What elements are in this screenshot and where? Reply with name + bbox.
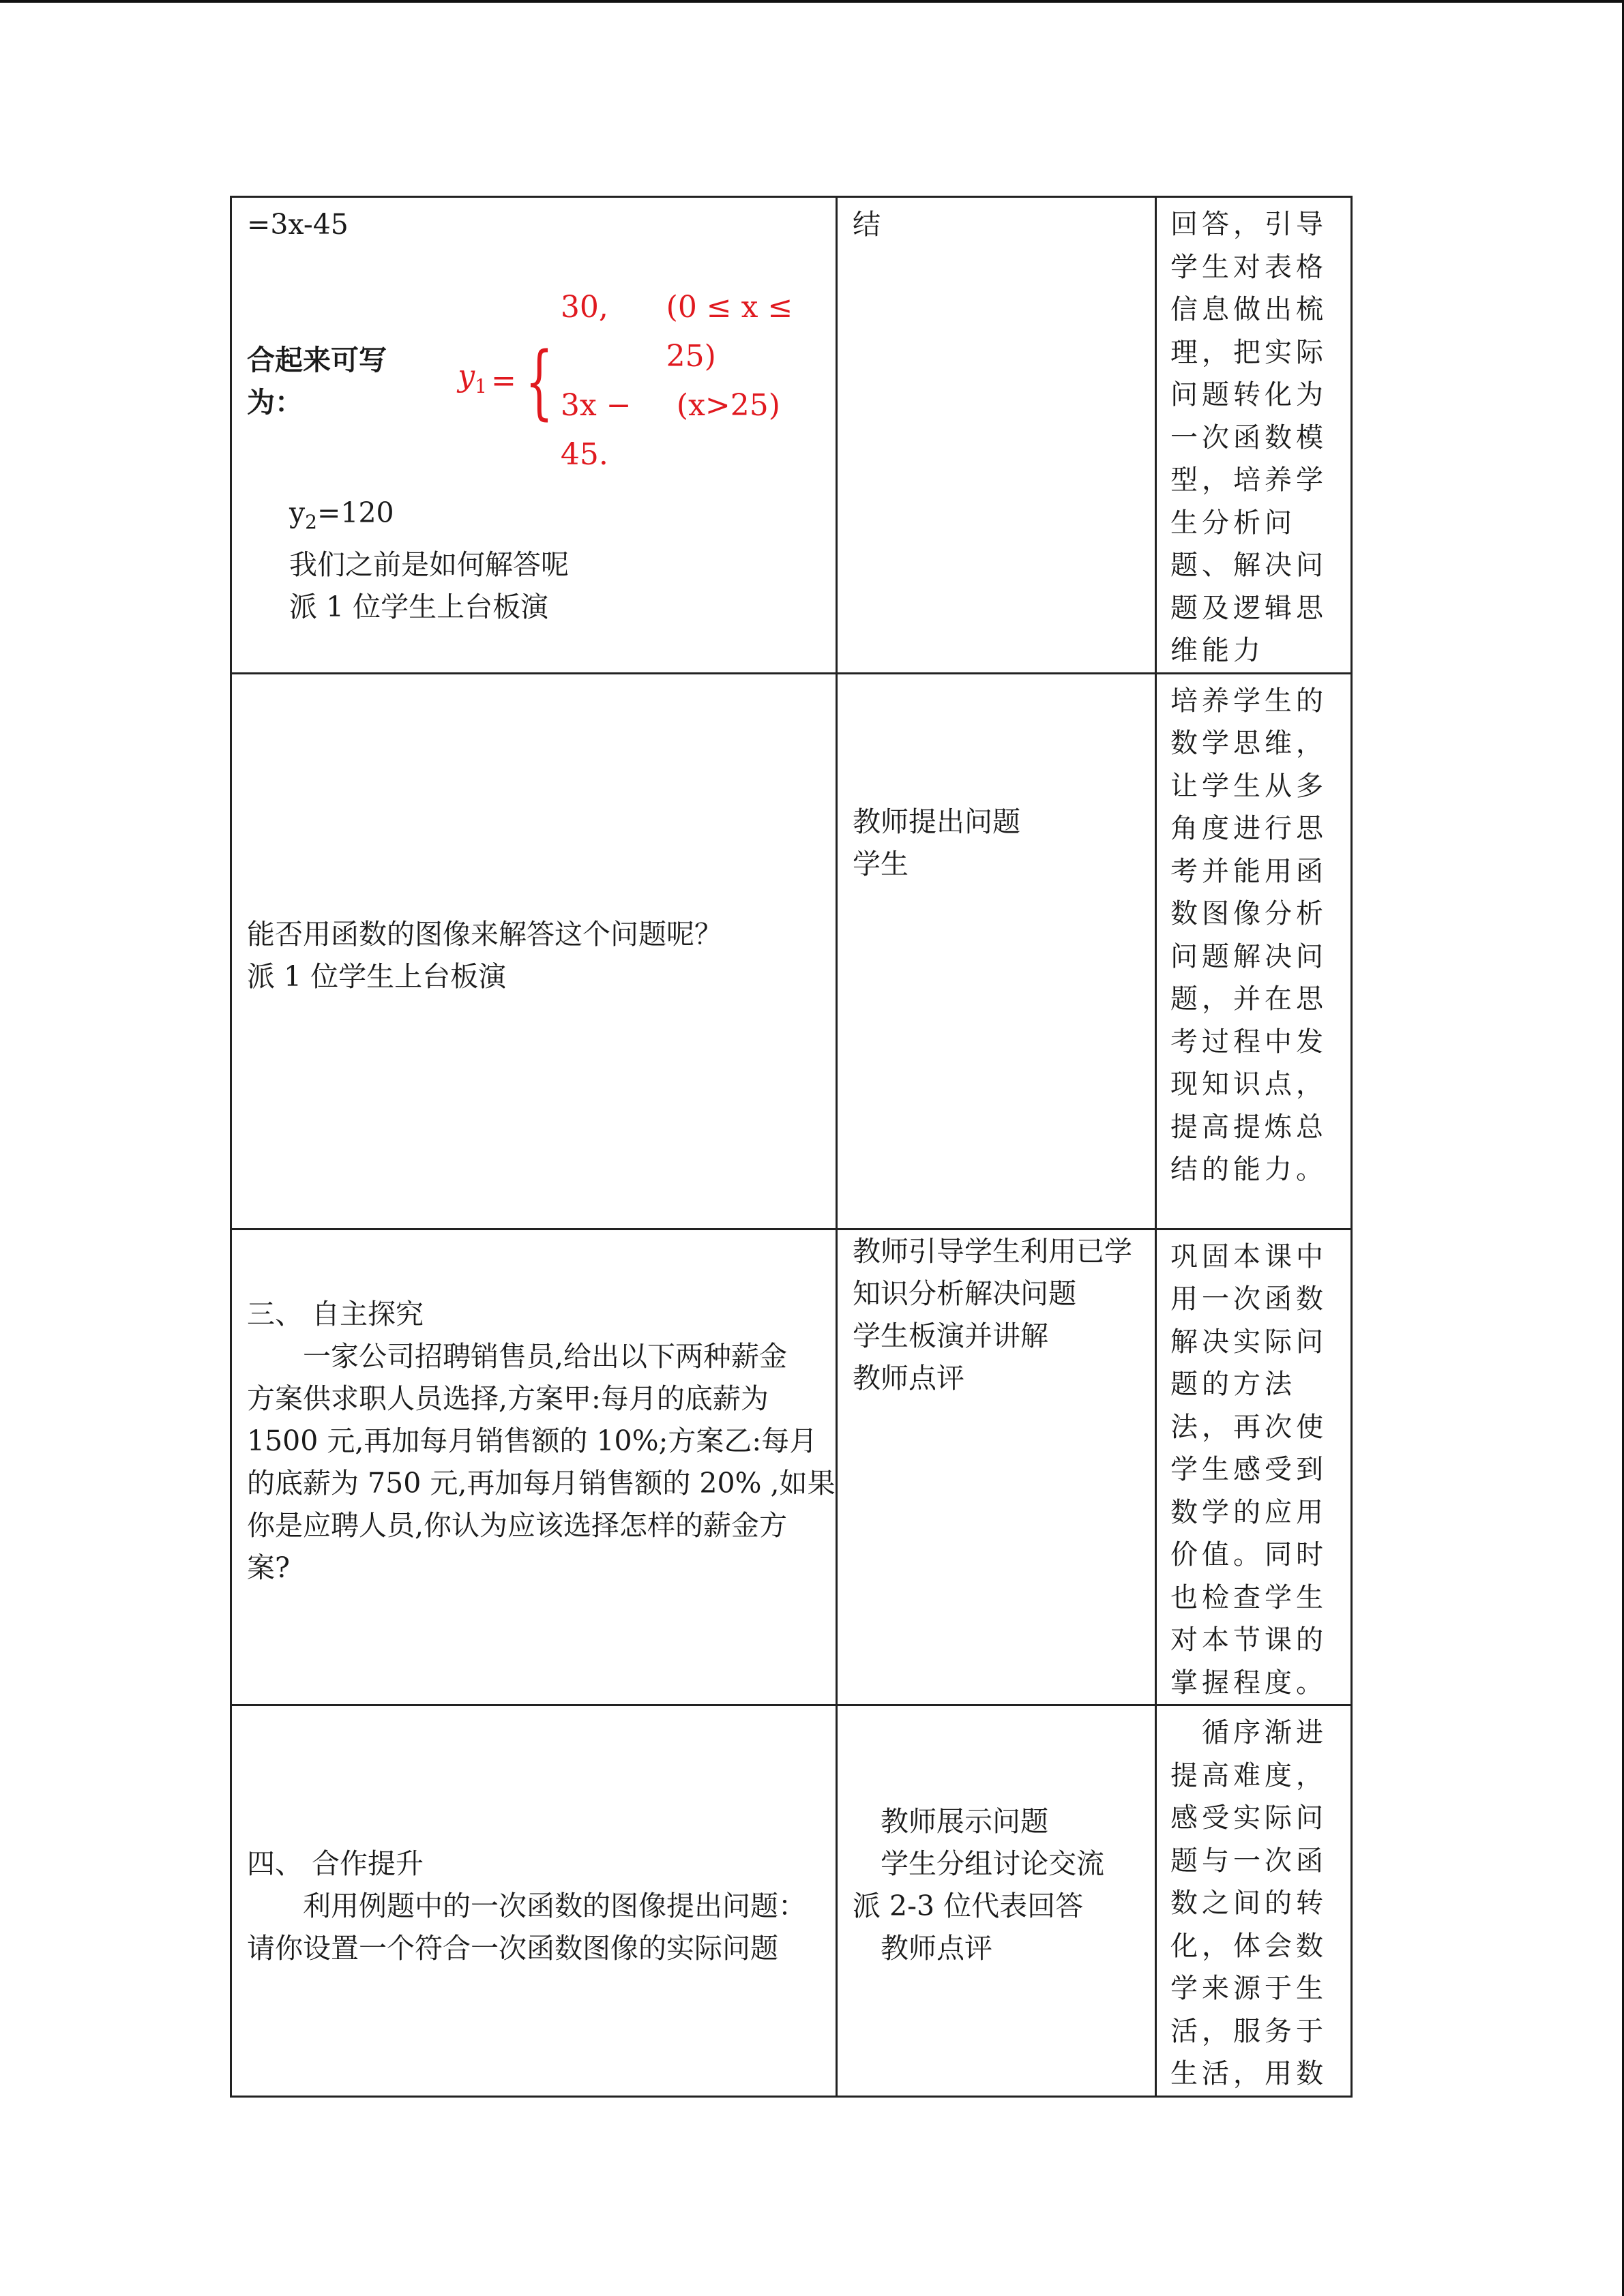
formula-equals: = [490, 363, 516, 398]
activity-line: 教师点评 [853, 1932, 992, 1965]
piecewise-formula [247, 283, 836, 479]
table-row [231, 1705, 1352, 2097]
question-line: 能否用函数的图像来解答这个问题呢？ [247, 917, 722, 951]
board-line: 派 1 位学生上台板演 [289, 591, 549, 624]
goal-text: 回答，引导学生对表格信息做出梳理，把实际问题转化为一次函数模型，培养学生分析问题、解决问题及逻辑思维能力 [1170, 209, 1327, 666]
body-line: 你是应聘人员,你认为应该选择怎样的薪金方 [247, 1508, 788, 1542]
activity-line: 教师引导学生利用已学 [853, 1234, 1132, 1268]
activity-cell [837, 1705, 1156, 2097]
content-cell [231, 673, 837, 1229]
body-line: 请你设置一个符合一次函数图像的实际问题 [247, 1932, 778, 1965]
case2-value: 3x − 45. [560, 388, 632, 472]
formula-brace: { [525, 334, 554, 428]
section-heading: 三、 自主探究 [247, 1297, 424, 1330]
activity-cell [837, 1229, 1156, 1705]
activity-line: 学生分组讨论交流 [853, 1847, 1104, 1880]
body-line: 方案供求职人员选择,方案甲:每月的底薪为 [247, 1382, 769, 1415]
activity-line: 教师提出问题 [853, 805, 1020, 838]
case1-condition: (0 ≤ x ≤ 25) [666, 290, 793, 374]
goal-text: 循序渐进提高难度，感受实际问题与一次函数之间的转化，体会数学来源于生活，服务于生活，用数 [1170, 1717, 1327, 2089]
goal-text: 巩固本课中用一次函数解决实际问题的方法法，再次使学生感受到数学的应用价值。同时也检查学生对本节课的掌握程度。 [1170, 1240, 1327, 1699]
board-line: 派 1 位学生上台板演 [247, 959, 507, 993]
page-top-border [0, 0, 1624, 3]
content-cell [231, 197, 837, 674]
body-line: 案? [247, 1551, 290, 1584]
y2-line: $y_2=120$ [289, 496, 394, 534]
body-line: 的底薪为 750 元,再加每月销售额的 20% ,如果 [247, 1466, 836, 1500]
activity-cell [837, 197, 1156, 674]
goal-cell [1156, 197, 1352, 674]
body-line: 1500 元,再加每月销售额的 10%;方案乙:每月 [247, 1424, 818, 1457]
formula-label: 合起来可写为： [247, 344, 387, 419]
case2-condition: (x>25) [676, 388, 780, 423]
body-line: 利用例题中的一次函数的图像提出问题： [247, 1890, 806, 1922]
activity-line: 知识分析解决问题 [853, 1277, 1076, 1310]
activity-line: 教师点评 [853, 1361, 964, 1395]
activity-cell [837, 673, 1156, 1229]
case1-value: 30, [560, 290, 608, 325]
formula-cases [561, 283, 836, 479]
activity-text: 结 [853, 208, 881, 241]
formula-lhs: $y_1$ [458, 358, 487, 398]
goal-cell [1156, 1705, 1352, 2097]
activity-line: 学生 [853, 847, 909, 880]
table-row [231, 197, 1352, 674]
activity-line: 派 2-3 位代表回答 [853, 1890, 1084, 1922]
activity-line: 教师展示问题 [853, 1805, 1048, 1838]
table-row [231, 673, 1352, 1229]
question-line: 我们之前是如何解答呢 [289, 548, 569, 582]
activity-line: 学生板演并讲解 [853, 1319, 1048, 1352]
table-row [231, 1229, 1352, 1705]
lead-expression: =3x-45 [247, 208, 349, 241]
body-line: 一家公司招聘销售员,给出以下两种薪金 [247, 1339, 788, 1373]
goal-cell [1156, 673, 1352, 1229]
lesson-plan-table [230, 196, 1353, 2098]
content-cell [231, 1705, 837, 2097]
goal-text: 培养学生的数学思维，让学生从多角度进行思考并能用函数图像分析问题解决问题，并在思考过程中发现知识点，提高提炼总结的能力。 [1170, 685, 1327, 1185]
content-cell [231, 1229, 837, 1705]
section-heading: 四、 合作提升 [247, 1847, 424, 1880]
goal-cell [1156, 1229, 1352, 1705]
